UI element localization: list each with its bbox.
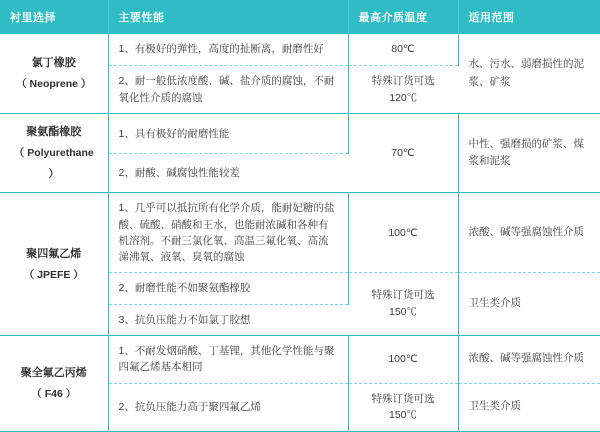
max-temp-cell: 特殊订货可选 150℃: [348, 383, 458, 432]
column-header-max-temp: 最高介质温度: [348, 0, 458, 34]
max-temp-cell: 80℃: [348, 34, 458, 65]
table-row: [0, 34, 600, 65]
performance-cell: 2、耐一般低浓度酸、碱、盐介质的腐蚀，不耐氧化性介质的腐蚀: [108, 65, 348, 114]
performance-cell: 1、有极好的弹性，高度的扯断离，耐磨性好: [108, 34, 348, 65]
table-row: [0, 114, 600, 154]
scope-cell: 卫生类介质: [458, 273, 600, 336]
table-header-row: [0, 0, 600, 34]
scope-cell: 卫生类介质: [458, 383, 600, 432]
liner-name-sub: （ JPEFE ）: [23, 268, 84, 281]
scope-cell: 水、污水、弱磨损性的泥浆、矿浆: [458, 34, 600, 114]
performance-cell: 1、具有极好的耐磨性能: [108, 114, 348, 154]
liner-name-main: 聚全氟乙丙烯: [20, 367, 87, 380]
scope-cell: 中性、强磨损的矿浆、煤浆和泥浆: [458, 114, 600, 193]
max-temp-cell: 特殊订货可选 150℃: [348, 273, 458, 336]
liner-name-main: 氯丁橡胶: [31, 57, 76, 70]
column-header-liner: 衬里选择: [0, 0, 108, 34]
performance-cell: 2、耐酸、碱腐蚀性能较差: [108, 153, 348, 193]
max-temp-cell: 100℃: [348, 335, 458, 383]
performance-cell: 2、抗负压能力高于聚四氟乙烯: [108, 383, 348, 432]
liner-name-sub: （ Polyurethane ）: [13, 147, 94, 181]
liner-name-cell: [0, 335, 108, 431]
max-temp-cell: 70℃: [348, 114, 458, 193]
performance-cell: 1、几乎可以抵抗所有化学介质，能耐妃糖的盐酸、硫酸、硝酸和王水，也能耐浓碱和各种有机溶剂。不耐三氯化氧、高温三氟化氧、高流涕沸氧、液氧、臭氧的腐蚀: [108, 193, 348, 273]
performance-cell: 3、抗负压能力不如氯丁胶想: [108, 304, 348, 335]
max-temp-cell: 特殊订货可选 120℃: [348, 65, 458, 114]
liner-name-cell: [0, 114, 108, 193]
liner-name-cell: [0, 34, 108, 114]
column-header-performance: 主要性能: [108, 0, 348, 34]
scope-cell: 浓酸、碱等强腐蚀性介质: [458, 193, 600, 273]
liner-name-sub: （ Neoprene ）: [16, 78, 92, 91]
liner-name-main: 聚氨酯橡胶: [26, 126, 82, 139]
performance-cell: 2、耐磨性能不如聚氨酯橡胶: [108, 273, 348, 304]
liner-name-main: 聚四氟乙烯: [26, 247, 82, 260]
column-header-scope: 适用范围: [458, 0, 600, 34]
liner-name-sub: （ F46 ）: [31, 388, 77, 401]
liner-name-cell: [0, 193, 108, 336]
performance-cell: 1、不耐发烟硝酸、丁基锂，其他化学性能与聚四氟乙烯基本相同: [108, 335, 348, 383]
table-row: [0, 193, 600, 273]
scope-cell: 浓酸、碱等强腐蚀性介质: [458, 335, 600, 383]
table-row: [0, 335, 600, 383]
max-temp-cell: 100℃: [348, 193, 458, 273]
